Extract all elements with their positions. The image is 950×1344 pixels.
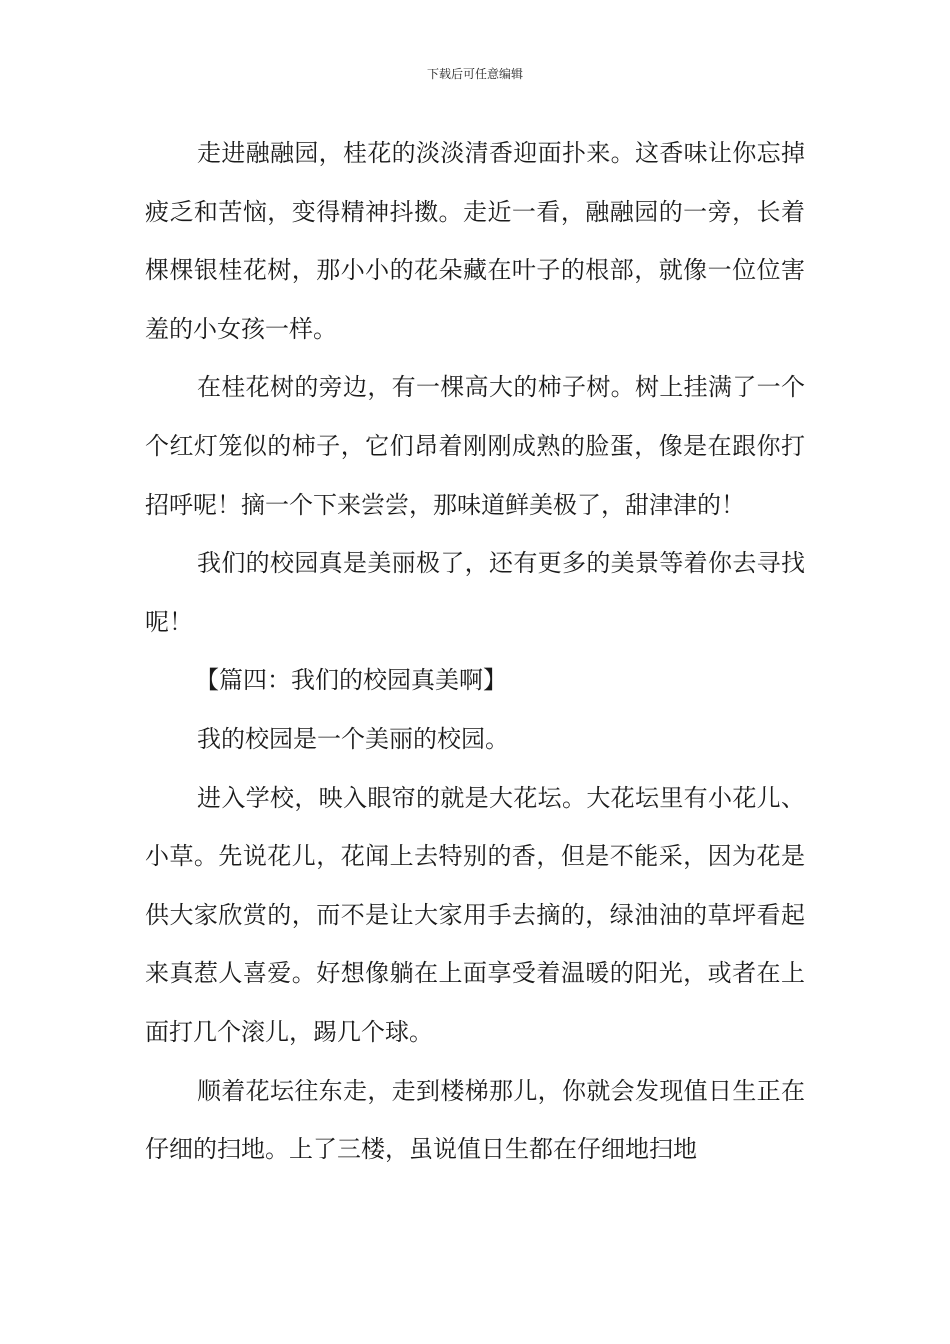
- section-heading: 【篇四：我们的校园真美啊】: [195, 666, 507, 695]
- paragraph-campus-beautiful: 我们的校园真是美丽极了，还有更多的美景等着你去寻找呢！: [145, 549, 805, 636]
- paragraph-intro: 我的校园是一个美丽的校园。: [197, 724, 509, 753]
- paragraph-stairs: 顺着花坛往东走，走到楼梯那儿，你就会发现值日生正在仔细的扫地。上了三楼，虽说值日生都在仔细地扫地: [145, 1076, 805, 1164]
- paragraph-osmanthus: 走进融融园，桂花的淡淡清香迎面扑来。这香味让你忘掉疲乏和苦恼，变得精神抖擞。走近一看，融融园的一旁，长着棵棵银桂花树，那小小的花朵藏在叶子的根部，就像一位位害羞的小女孩一样。: [145, 139, 805, 343]
- paragraph-persimmon-tree: 在桂花树的旁边，有一棵高大的柿子树。树上挂满了一个个红灯笼似的柿子，它们昂着刚刚成熟的脸蛋，像是在跟你打招呼呢！摘一个下来尝尝，那味道鲜美极了，甜津津的！: [145, 373, 805, 519]
- page-header: 下载后可任意编辑: [426, 67, 523, 81]
- paragraph-flower-bed: 进入学校，映入眼帘的就是大花坛。大花坛里有小花儿、小草。先说花儿，花闻上去特别的香，但是不能采，因为花是供大家欣赏的，而不是让大家用手去摘的，绿油油的草坪看起来真惹人喜爱。好想像躺在上面享受着温暖的阳光，或者在上面打几个滚儿，踢几个球。: [145, 783, 805, 1046]
- document-body: [145, 124, 805, 1179]
